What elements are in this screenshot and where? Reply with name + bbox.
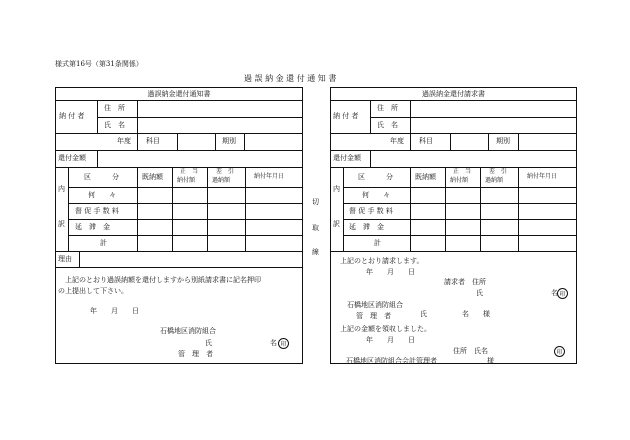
page-title: 過 誤 納 金 還 付 通 知 書 [244, 74, 337, 83]
address-label: 住 所 [377, 104, 398, 112]
shi-label: 氏 [205, 339, 212, 347]
payer-label: 納 付 者 [59, 112, 85, 120]
manager-shi: 氏 [420, 310, 427, 318]
correct-header-2: 納付額 [450, 177, 469, 184]
right-form-header: 過誤納金還付請求書 [422, 90, 485, 98]
pay-date-header: 納付年月日 [527, 173, 558, 180]
total-label: 計 [100, 239, 107, 247]
claimant-shi: 氏 [476, 289, 483, 297]
row-label: 督 促 手 数 料 [349, 207, 393, 215]
period-label: 期別 [222, 137, 236, 145]
correct-header-1: 正 当 [453, 168, 472, 175]
row-label: 延 滞 金 [349, 223, 384, 231]
diff-header-1: 差 引 [216, 168, 235, 175]
period-label: 期別 [496, 137, 510, 145]
row-label: 督 促 手 数 料 [75, 207, 119, 215]
received-date: 年 月 日 [366, 336, 415, 344]
request-text: 上記のとおり請求します。 [340, 257, 424, 265]
org-name: 石橋地区消防組合 [347, 301, 403, 309]
row-label: 何 々 [88, 191, 116, 199]
row-label: 何 々 [362, 191, 390, 199]
breakdown-label-2: 訳 [333, 220, 340, 228]
notice-line-1: 上記のとおり過誤納額を還付しますから別紙請求書に記名押印 [65, 276, 261, 284]
pay-date-header: 納付年月日 [254, 173, 285, 180]
diff-header-2: 過納額 [212, 177, 231, 184]
treasurer-label: 石橋地区消防組合会計管理者 [346, 357, 437, 365]
reason-label: 理由 [58, 255, 72, 263]
address-label: 住 所 [104, 104, 125, 112]
seal-icon: 印 [278, 338, 289, 349]
subject-label: 科目 [146, 137, 160, 145]
notice-line-2: の上提出して下さい。 [58, 287, 128, 295]
receiver-address-name: 住所 氏名 [453, 347, 488, 355]
notice-date: 年 月 日 [90, 307, 139, 315]
manager-label: 管 理 者 [356, 312, 391, 320]
diff-header-2: 過納額 [485, 177, 504, 184]
manager-mei-sama: 名 様 [462, 310, 490, 318]
fiscal-year-label: 年度 [390, 137, 404, 145]
name-label: 氏 名 [377, 121, 398, 129]
form-id: 様式第16号（第31条関係） [55, 60, 143, 68]
refund-amount-label: 還付金額 [333, 154, 361, 162]
seal-icon: 印 [557, 288, 568, 299]
breakdown-label-1: 内 [58, 185, 65, 193]
subject-label: 科目 [419, 137, 433, 145]
diff-header-1: 差 引 [489, 168, 508, 175]
left-form-header: 過誤納金還付通知書 [147, 90, 211, 98]
claimant-address: 請求者 住所 [444, 278, 486, 286]
breakdown-label-2: 訳 [58, 220, 65, 228]
received-text: 上記の金額を領収しました。 [340, 325, 431, 333]
payer-label: 納 付 者 [333, 112, 359, 120]
breakdown-label-1: 内 [333, 185, 340, 193]
fiscal-year-label: 年度 [117, 137, 131, 145]
request-date: 年 月 日 [366, 268, 415, 276]
manager-label: 管 理 者 [178, 350, 213, 358]
cut-line-char: 切 [312, 198, 319, 206]
treasurer-sama: 様 [487, 357, 494, 365]
cut-line-char: 取 [312, 224, 319, 232]
paid-header: 既納額 [415, 173, 436, 181]
total-label: 計 [374, 239, 381, 247]
cut-line-char: 線 [312, 248, 319, 256]
claimant-mei: 名 [551, 289, 558, 297]
paid-header: 既納額 [142, 173, 163, 181]
refund-amount-label: 還付金額 [58, 154, 86, 162]
category-header: 区 分 [358, 173, 393, 181]
seal-icon: 印 [554, 346, 565, 357]
category-header: 区 分 [84, 173, 119, 181]
name-label: 氏 名 [104, 121, 125, 129]
correct-header-1: 正 当 [180, 168, 199, 175]
row-label: 延 滞 金 [75, 223, 110, 231]
org-name: 石橋地区消防組合 [160, 327, 216, 335]
mei-label: 名 [270, 339, 277, 347]
correct-header-2: 納付額 [177, 177, 196, 184]
